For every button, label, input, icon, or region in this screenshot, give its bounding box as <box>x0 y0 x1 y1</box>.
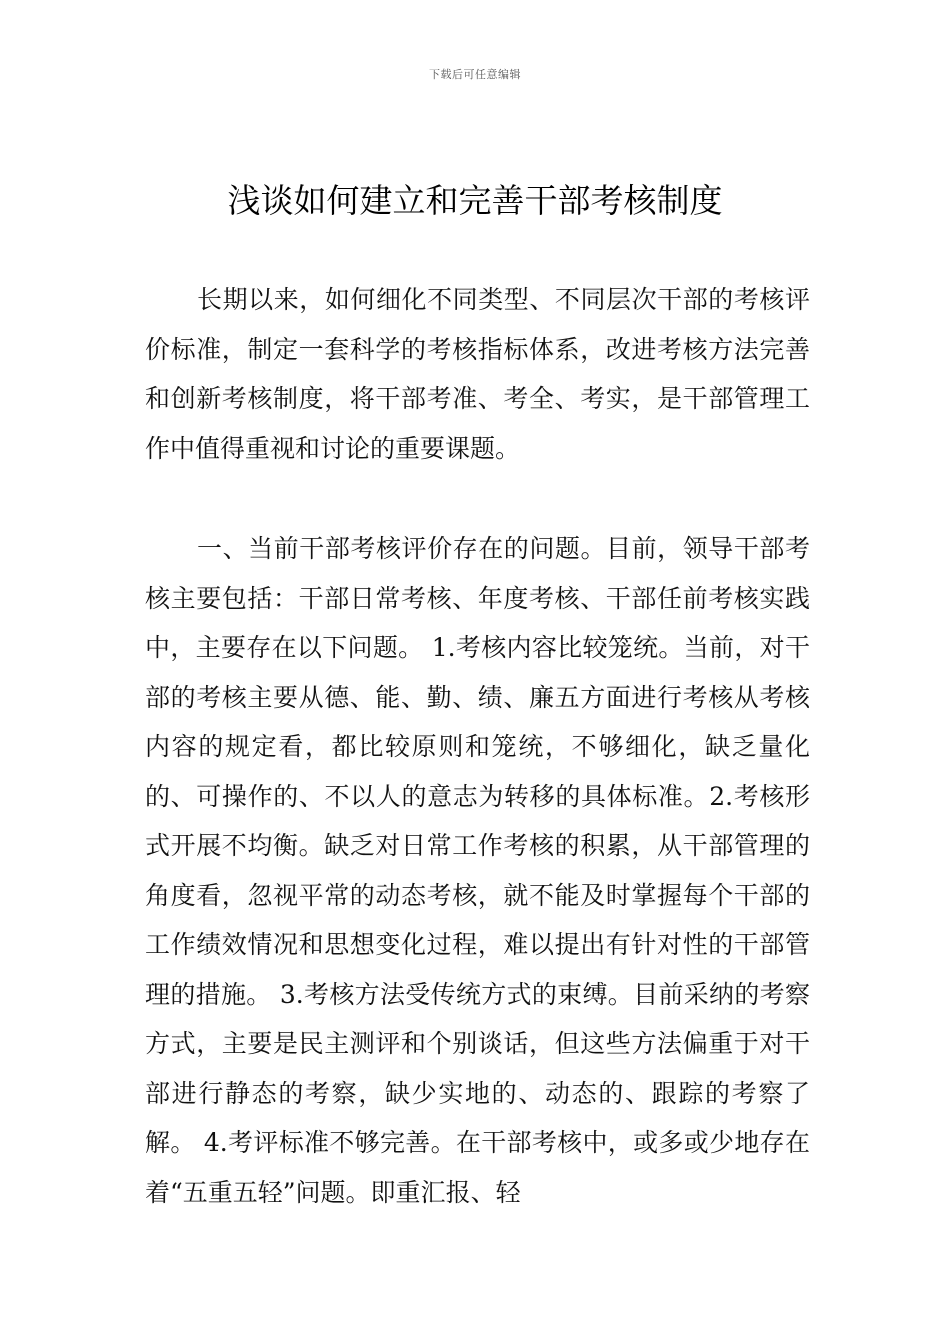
paragraph-intro: 长期以来，如何细化不同类型、不同层次干部的考核评价标准，制定一套科学的考核指标体系，改进考核方法完善和创新考核制度，将干部考准、考全、考实，是干部管理工作中值得重视和讨论的重要课题。 <box>145 285 810 463</box>
header-note: 下载后可任意编辑 <box>429 68 521 81</box>
paragraph-problems: 一、当前干部考核评价存在的问题。目前，领导干部考核主要包括：干部日常考核、年度考核、干部任前考核实践中，主要存在以下问题。 1.考核内容比较笼统。当前，对干部的考核主要从德、能、勤、绩、廉五方面进行考核从考核内容的规定看，都比较原则和笼统，不够细化，缺乏量化的、可操作的、不以人的意志为转移的具体标准。2.考核形式开展不均衡。缺乏对日常工作考核的积累，从干部管理的角度看，忽视平常的动态考核，就不能及时掌握每个干部的工作绩效情况和思想变化过程，难以提出有针对性的干部管理的措施。 3.考核方法受传统方式的束缚。目前采纳的考察方式，主要是民主测评和个别谈话，但这些方法偏重于对干部进行静态的考察，缺少实地的、动态的、跟踪的考察了解。 4.考评标准不够完善。在干部考核中，或多或少地存在着“五重五轻”问题。即重汇报、轻 <box>145 534 810 1207</box>
page-title: 浅谈如何建立和完善干部考核制度 <box>227 181 723 220</box>
